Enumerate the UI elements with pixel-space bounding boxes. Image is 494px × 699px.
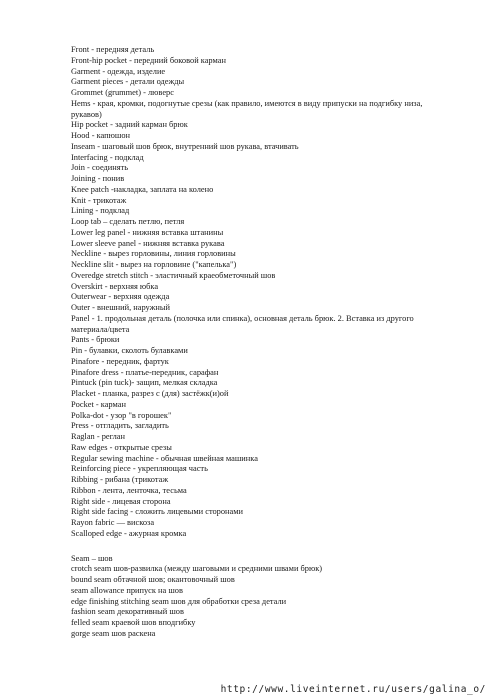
- seam-entry: seam allowance припуск на шов: [71, 585, 183, 595]
- glossary-entry: Ribbing - рибана (трикотаж: [71, 475, 169, 484]
- glossary-entry: Loop tab – сделать петлю, петля: [71, 217, 185, 226]
- glossary-entry: Overskirt - верхняя юбка: [71, 281, 159, 291]
- glossary-entry: Grommet (grummet) - люверс: [71, 88, 174, 97]
- seam-entry: edge finishing stitching seam шов для обработки среза детали: [71, 596, 287, 606]
- footer-url: http://www.liveinternet.ru/users/galina_o/: [220, 684, 486, 695]
- glossary-entry: Garment pieces - детали одежды: [71, 77, 185, 87]
- glossary-entry: Neckline slit - вырез на горловине ("капелька"): [71, 260, 237, 269]
- seam-entry: felled seam краевой шов вподгибку: [71, 618, 196, 627]
- glossary-entry: Pocket - карман: [71, 399, 126, 409]
- glossary-entry: Knee patch -накладка, заплата на колено: [71, 184, 214, 194]
- glossary-entry: Right side - лицевая сторона: [71, 496, 171, 506]
- glossary-entry: Pants - брюки: [71, 335, 120, 345]
- glossary-entry: Regular sewing machine - обычная швейная машинка: [71, 453, 258, 463]
- glossary-entry: Hood - капюшон: [71, 131, 130, 140]
- seam-entry: gorge seam шов раскена: [71, 628, 156, 638]
- glossary-entry: Pin - булавки, сколоть булавками: [71, 346, 188, 355]
- seam-heading: Seam – шов: [71, 553, 113, 563]
- glossary-entry: Knit - трикотаж: [71, 195, 127, 205]
- glossary-entry: Lower leg panel - нижняя вставка штанины: [71, 227, 224, 237]
- glossary-entry: Lining - подклад: [71, 206, 130, 216]
- glossary-entry: Pintuck (pin tuck)- защип, мелкая складка: [71, 378, 218, 388]
- glossary-entry: Interfacing - подклад: [71, 152, 144, 162]
- glossary-entry: Reinforcing piece - укрепляющая часть: [71, 464, 208, 474]
- seam-entry: fashion seam декоративный шов: [71, 607, 184, 617]
- glossary-entry: Hip pocket - задний карман брюк: [71, 120, 188, 130]
- section-gap: [71, 540, 441, 554]
- seam-entry: bound seam обтачной шов; окантовочный шов: [71, 575, 235, 584]
- glossary-entry: Inseam - шаговый шов брюк, внутренний шов рукава, втачивать: [71, 141, 299, 151]
- glossary-entry: Pinafore - передник, фартук: [71, 356, 169, 366]
- glossary-entry: Pinafore dress - платье-передник, сарафан: [71, 367, 219, 377]
- glossary-entry: Neckline - вырез горловины, линия горловины: [71, 249, 236, 259]
- glossary-entry: Panel - 1. продольная деталь (полочка или спинка), основная деталь брюк. 2. Вставка из другого материала/цвета: [71, 313, 414, 334]
- glossary-entry: Outerwear - верхняя одежда: [71, 292, 170, 302]
- glossary-entry: Lower sleeve panel - нижняя вставка рукава: [71, 238, 225, 248]
- glossary-entry: Rayon fabric — вискоза: [71, 518, 155, 527]
- glossary-entry: Join - соединять: [71, 163, 129, 173]
- glossary-entry: Front-hip pocket - передний боковой карман: [71, 55, 226, 65]
- glossary-entry: Raglan - реглан: [71, 432, 125, 441]
- glossary-entry: Overedge stretch stitch - эластичный краеобметочный шов: [71, 270, 276, 280]
- glossary-entry: Right side facing - сложить лицевыми сторонами: [71, 507, 244, 517]
- glossary-list: [71, 45, 441, 640]
- glossary-entry: Ribbon - лента, ленточка, тесьма: [71, 485, 187, 495]
- glossary-entry: Press - отгладить, загладить: [71, 421, 169, 431]
- glossary-entry: Front - передняя деталь: [71, 45, 155, 54]
- glossary-entry: Outer - внешний, наружный: [71, 303, 171, 312]
- glossary-entry: Raw edges - открытые срезы: [71, 442, 172, 452]
- glossary-entry: Scalloped edge - ажурная кромка: [71, 528, 187, 538]
- glossary-entry: Joining - понив: [71, 174, 125, 183]
- glossary-entry: Garment - одежда, изделие: [71, 66, 166, 76]
- glossary-entry: Hems - края, кромки, подогнутые срезы (как правило, имеются в виду припуски на подгибку низа, рукавов): [71, 98, 423, 119]
- glossary-entry: Polka-dot - узор "в горошек": [71, 410, 172, 420]
- glossary-entry: Placket - планка, разрез с (для) застёжк(и)ой: [71, 389, 229, 398]
- seam-entry: crotch seam шов-развилка (между шаговыми и средними швами брюк): [71, 564, 323, 574]
